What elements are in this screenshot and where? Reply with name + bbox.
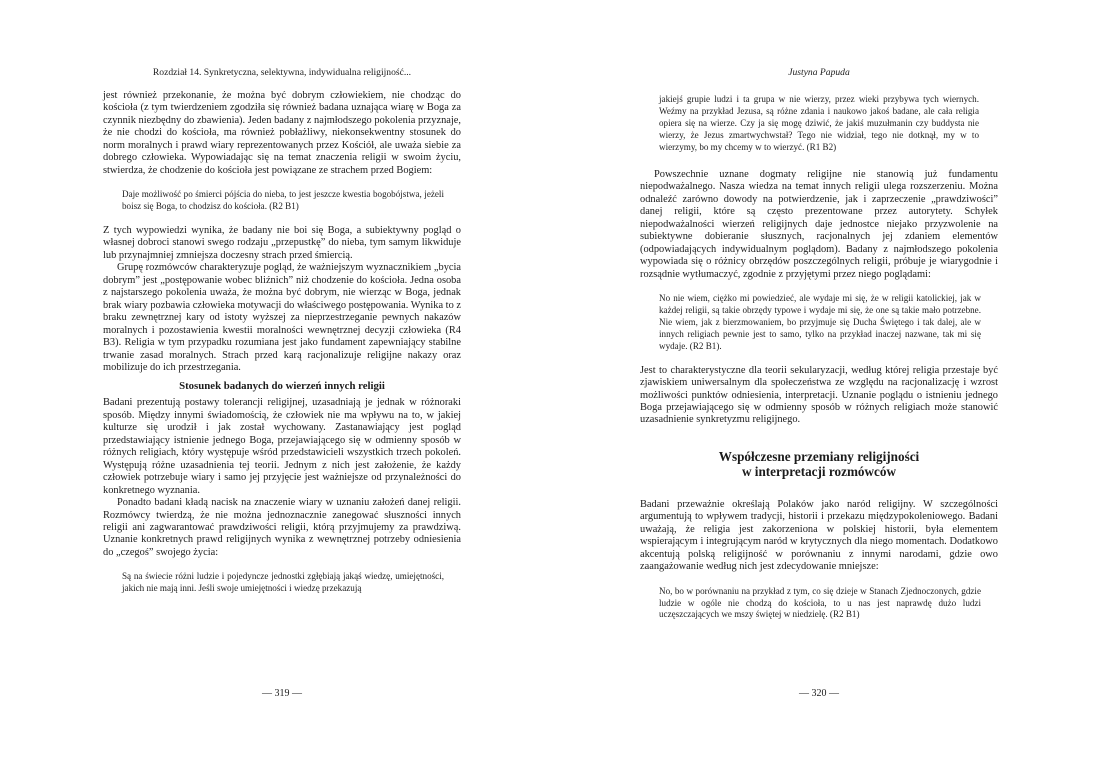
block-quote (659, 586, 981, 622)
page-body (103, 90, 461, 607)
right-page (640, 0, 998, 766)
quote-text: jakiejś grupie ludzi i ta grupa w nie wierzy, przez wieki przybywa tych wiernych. Weźmy na przykład Jezusa, są różne zdania i naukowo jakoś badane, ale cała religia opiera się na wierze. Czy ja się mogę dziwić, że jakiś muzułmanin czy buddysta nie wierzy, że Jezus zmartwychwstał? Tego nie widział, tego nie dotknął, my w to wierzymy, bo my chcemy w to wierzyć. (R1 B2) (659, 94, 979, 152)
subheading: Stosunek badanych do wierzeń innych religii (179, 380, 385, 393)
running-head: Justyna Papuda (788, 67, 850, 78)
quote-text: Są na świecie różni ludzie i pojedyncze jednostki zgłębiają jakąś wiedzę, umiejętności, jakich nie mają inni. Jeśli swoje umiejętności i wiedzę przekazują (122, 571, 444, 594)
page-number: — 319 — (262, 688, 302, 699)
page-body (640, 93, 998, 633)
section-heading-line: w interpretacji rozmówców (741, 463, 897, 479)
paragraph: Badani przeważnie określają Polaków jako naród religijny. W szczególności argumentują to wpływem tradycji, historii i przekazu międzypokoleniowego. Badani uważają, że religia jest zakorzeniona w polskiej historii, była elementem wspierającym i integrującym naród w krytycznych dla niego momentach. Dodatkowo akcentują polską religijność w porównaniu z innymi narodami, gdzie owo zaangażowanie według nich jest zdecydowanie mniejsze: (640, 498, 998, 573)
block-quote (122, 571, 444, 595)
paragraph: Powszechnie uznane dogmaty religijne nie stanowią już fundamentu niepodważalnego. Nasza wiedza na temat innych religii ulega rozszerzeniu. Można odnaleźć zarówno dowody na potwierdzenie, jak i zaprzeczenie „prawdziwości” danej religii, które są często prezentowane przez autorytety. Schyłek niepodważalności wierzeń religijnych daje jednostce niejako przyzwolenie na subiektywne dobieranie słusznych, racjonalnych jej zdaniem elementów (odpowiadających indywidualnym poglądom). Badany z najmłodszego pokolenia wypowiada się o różnicy obrzędów poszczególnych religii, próbuje je wiarygodnie i rozsądnie wytłumaczyć, zgodnie z przyjętymi przez niego poglądami: (640, 169, 998, 280)
paragraph: jest również przekonanie, że można być dobrym człowiekiem, nie chodząc do kościoła (z tym twierdzeniem zgodziła się również badana uznająca wiarę w Boga za czynnik niezbędny do zbawienia). Jeden badany z najmłodszego pokolenia przyznaje, że nie chodzi do kościoła, ma również pobłażliwy, niekonsekwentny stosunek do norm moralnych i prawd wiary reprezentowanych przez Kościół, ale uważa siebie za dobrego człowieka. Wypowiadając się na temat znaczenia religii w swoim życiu, stwierdza, że chodzenie do kościoła jest powiązane ze strachem przed Bogiem: (103, 90, 461, 176)
quote-text: No nie wiem, ciężko mi powiedzieć, ale wydaje mi się, że w religii katolickiej, jak w każdej religii, są takie obrzędy typowe i wydaje mi się, że one są takie mało potrzebne. Nie wiem, jak z bierzmowaniem, bo przyjmuje się Ducha Świętego i tak dalej, ale w innych religiach pewnie jest to samo, tylko na przykład inaczej nazwane, tak mi się wydaje. (R2 B1). (659, 293, 981, 351)
paragraph: Ponadto badani kładą nacisk na znaczenie wiary w uznaniu założeń danej religii. Rozmówcy twierdzą, że nie można jednoznacznie zanegować słuszności innych religii ani zagwarantować prawdziwości religii, którą przyjmujemy za prawdziwą. Uznanie konkretnych prawd religijnych wynika z wewnętrznej potrzeby odniesienia do „czegoś” swojego życia: (103, 497, 461, 558)
paragraph: Grupę rozmówców charakteryzuje pogląd, że ważniejszym wyznacznikiem „bycia dobrym” jest „postępowanie wobec bliźnich” niż chodzenie do kościoła. Jedna osoba z najstarszego pokolenia uważa, że można być dobrym, nie wierząc w Boga, jednak brak wiary pozbawia człowieka motywacji do właściwego postępowania. Wynika to z braku zewnętrznej kary od istoty wyższej za nieprzestrzeganie pewnych nakazów moralnych i pozostawienia kwestii moralności wewnętrznej decyzji człowieka (R4 B3). Religia w tym przypadku rozumiana jest jako fundament zapewniający stabilne trwanie zasad moralnych. Strach przed karą racjonalizuje religijne nakazy oraz mobilizuje do ich przestrzegania. (103, 262, 461, 373)
block-quote (659, 93, 979, 153)
paragraph: Jest to charakterystyczne dla teorii sekularyzacji, według której religia przestaje być zjawiskiem uniwersalnym dla społeczeństwa ze względu na racjonalizację i wzrost możliwości punktów odniesienia, interpretacji. Uznanie poglądu o istnieniu jednego Boga przejawiającego się w odmienny sposób w różnych religiach może stanowić uzasadnienie synkretyzmu religijnego. (640, 364, 998, 426)
running-head: Rozdział 14. Synkretyczna, selektywna, indywidualna religijność... (152, 67, 412, 78)
section-heading-line: Współczesne przemiany religijności (718, 448, 920, 464)
section-heading (640, 449, 998, 479)
left-page (103, 0, 461, 766)
block-quote (659, 293, 981, 353)
page-number: — 320 — (799, 688, 839, 699)
paragraph: Badani prezentują postawy tolerancji religijnej, uzasadniają je jednak w różnoraki sposób. Między innymi świadomością, że człowiek nie ma wpływu na to, w jakiej kulturze się urodził i jak został wychowany. Zastanawiający jest pogląd przedstawiający istnienie jednego Boga, przejawiającego się w odmienny sposób w różnych religiach, który występuje wśród przedstawicieli wszystkich trzech pokoleń. Występują różne uzasadnienia tej teorii. Jednym z nich jest założenie, że każdy człowiek potrzebuje wiary i samo jej przyjęcie jest ważniejsze od przynależności do konkretnego wyznania. (103, 397, 461, 496)
block-quote (122, 189, 444, 213)
quote-text: No, bo w porównaniu na przykład z tym, co się dzieje w Stanach Zjednoczonych, gdzie ludzie w ogóle nie chodzą do kościoła, to u nas jest naprawdę dużo ludzi uczęszczających we mszy świętej w niedzielę. (R2 B1) (659, 585, 981, 620)
quote-text: Daje możliwość po śmierci pójścia do nieba, to jest jeszcze kwestia bogobójstwa, jeżeli boisz się Boga, to chodzisz do kościoła. (R2 B1) (122, 189, 444, 212)
paragraph: Z tych wypowiedzi wynika, że badany nie boi się Boga, a subiektywny pogląd o własnej dobroci stanowi swego rodzaju „przepustkę” do nieba, tym samym likwiduje lub przynajmniej zmniejsza doczesny strach przed śmiercią. (103, 224, 461, 261)
